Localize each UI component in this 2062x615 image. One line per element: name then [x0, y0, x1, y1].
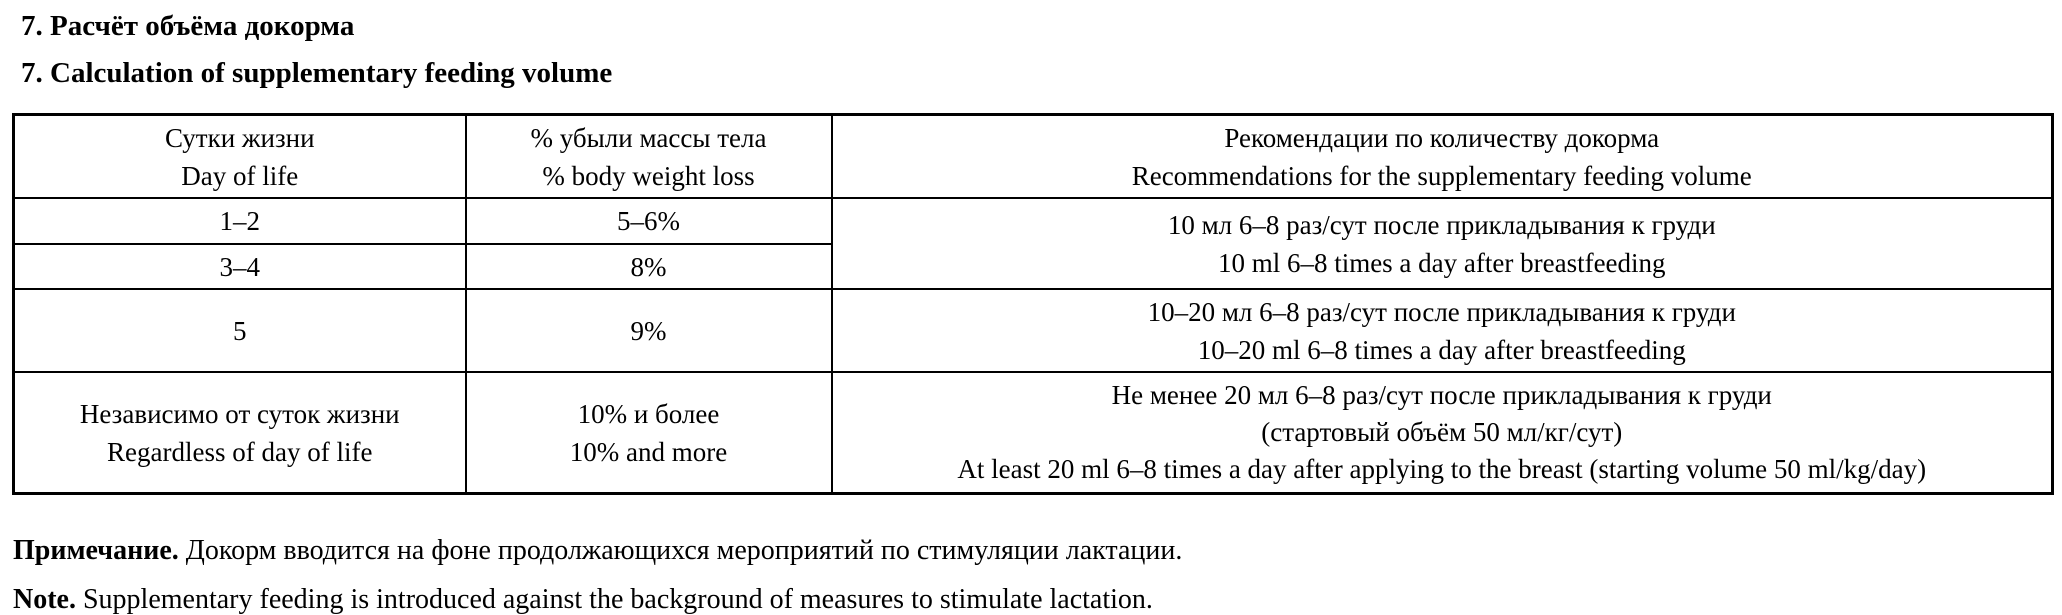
cell-day-3-4: 3–4 — [14, 244, 466, 289]
header-weight-loss — [466, 115, 832, 199]
note-ru-text: Докорм вводится на фоне продолжающихся мероприятий по стимуляции лактации. — [185, 535, 1183, 566]
header-day-of-life — [14, 115, 466, 199]
note-ru-label: Примечание. — [13, 535, 179, 566]
cell-day-any — [14, 372, 466, 494]
note-en-label: Note. — [13, 584, 76, 615]
day-any-en: Regardless of day of life — [107, 436, 373, 467]
cell-day-1-2: 1–2 — [14, 198, 466, 244]
cell-loss-5-6: 5–6% — [466, 198, 832, 244]
cell-loss-9: 9% — [466, 289, 832, 372]
rec-day-5-en: 10–20 ml 6–8 times a day after breastfeeding — [1197, 334, 1686, 365]
loss-10-more-ru: 10% и более — [577, 398, 720, 429]
header-day-en: Day of life — [181, 160, 299, 191]
note-ru — [13, 537, 1182, 565]
table-header-row — [14, 115, 2053, 199]
note-en-text: Supplementary feeding is introduced against the background of measures to stimulate lactation. — [82, 584, 1153, 615]
header-recommendations — [832, 115, 2053, 199]
cell-day-5: 5 — [14, 289, 466, 372]
cell-rec-days-1-4 — [832, 198, 2053, 289]
table-row — [14, 198, 2053, 244]
supplementary-feeding-table — [12, 113, 2054, 495]
day-any-ru: Независимо от суток жизни — [79, 398, 400, 429]
rec-day-5-ru: 10–20 мл 6–8 раз/сут после прикладывания к груди — [1147, 296, 1736, 327]
section-title-ru: 7. Расчёт объёма докорма — [21, 10, 355, 42]
rec-any-day-en: At least 20 ml 6–8 times a day after applying to the breast (starting volume 50 ml/kg/day) — [957, 454, 1927, 484]
cell-loss-10-more — [466, 372, 832, 494]
cell-rec-any-day — [832, 372, 2053, 494]
header-rec-ru: Рекомендации по количеству докорма — [1224, 122, 1660, 153]
cell-rec-day-5 — [832, 289, 2053, 372]
rec-any-day-ru-line1: Не менее 20 мл 6–8 раз/сут после прикладывания к груди — [1111, 380, 1772, 410]
header-loss-ru: % убыли массы тела — [530, 122, 767, 153]
rec-any-day-ru-line2: (стартовый объём 50 мл/кг/сут) — [1261, 417, 1623, 447]
rec-days-1-4-en: 10 ml 6–8 times a day after breastfeeding — [1217, 247, 1666, 278]
loss-10-more-en: 10% and more — [569, 436, 728, 467]
header-loss-en: % body weight loss — [542, 160, 755, 191]
table-row — [14, 372, 2053, 494]
header-rec-en: Recommendations for the supplementary feeding volume — [1131, 160, 1752, 191]
header-day-ru: Сутки жизни — [164, 122, 315, 153]
section-title-en: 7. Calculation of supplementary feeding volume — [21, 57, 613, 89]
note-en — [13, 586, 1153, 614]
rec-days-1-4-ru: 10 мл 6–8 раз/сут после прикладывания к груди — [1167, 209, 1716, 240]
cell-loss-8: 8% — [466, 244, 832, 289]
table-row — [14, 289, 2053, 372]
